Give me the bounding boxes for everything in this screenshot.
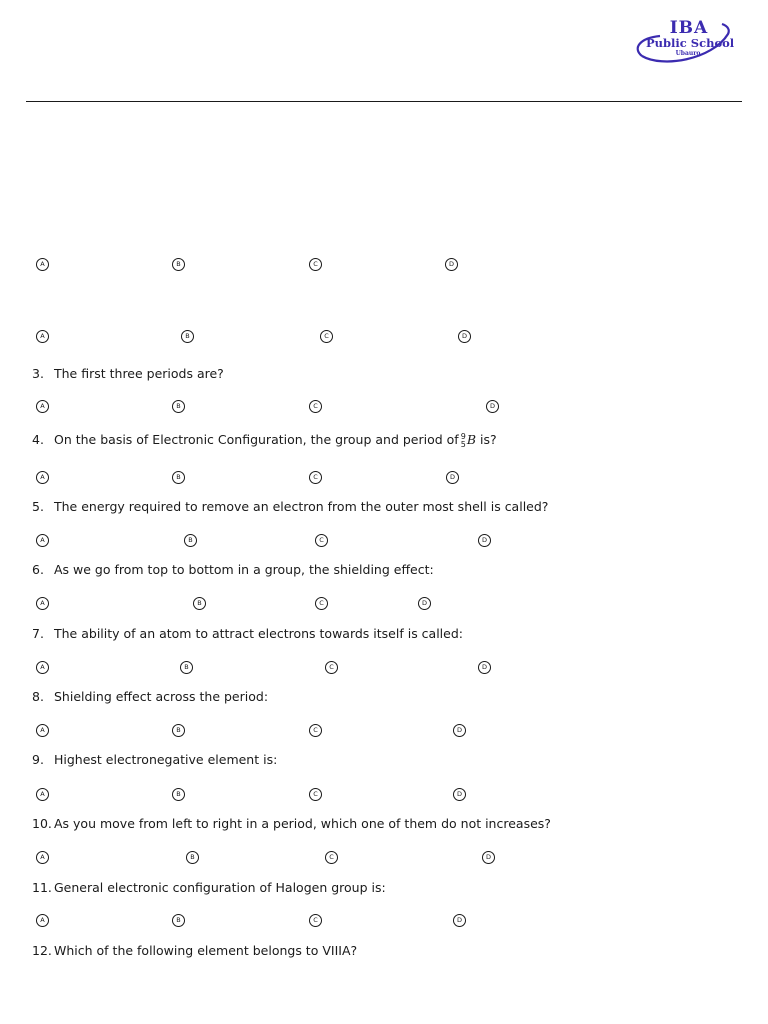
option-b-bubble[interactable]: B xyxy=(172,258,185,271)
question-text: The energy required to remove an electron from the outer most shell is called? xyxy=(54,499,549,514)
option-d-bubble[interactable]: D xyxy=(478,661,491,674)
option-b-bubble[interactable]: B xyxy=(180,661,193,674)
option-c-bubble[interactable]: C xyxy=(325,661,338,674)
option-a-bubble[interactable]: A xyxy=(36,471,49,484)
option-c-bubble[interactable]: C xyxy=(309,258,322,271)
option-d-bubble[interactable]: D xyxy=(453,914,466,927)
question-number: 9. xyxy=(32,752,44,767)
question-text: General electronic configuration of Halogen group is: xyxy=(54,880,386,895)
option-a-bubble[interactable]: A xyxy=(36,597,49,610)
option-a-bubble[interactable]: A xyxy=(36,851,49,864)
element-symbol: B xyxy=(466,432,476,447)
option-b-bubble[interactable]: B xyxy=(172,400,185,413)
question-text: The first three periods are? xyxy=(54,366,224,381)
option-b-bubble[interactable]: B xyxy=(193,597,206,610)
question-7 xyxy=(32,626,463,642)
question-12 xyxy=(32,943,357,959)
option-a-bubble[interactable]: A xyxy=(36,914,49,927)
option-b-bubble[interactable]: B xyxy=(172,914,185,927)
question-text: Shielding effect across the period: xyxy=(54,689,269,704)
option-c-bubble[interactable]: C xyxy=(325,851,338,864)
option-a-bubble[interactable]: A xyxy=(36,258,49,271)
logo-city-text: Ubauro xyxy=(675,50,701,57)
question-4 xyxy=(32,432,497,449)
school-logo xyxy=(632,14,748,70)
question-text: Highest electronegative element is: xyxy=(54,752,278,767)
atomic-number: 5 xyxy=(460,439,466,449)
option-b-bubble[interactable]: B xyxy=(186,851,199,864)
question-8 xyxy=(32,689,268,705)
question-text: Which of the following element belongs to VIIIA? xyxy=(54,943,358,958)
question-5 xyxy=(32,499,548,515)
question-9 xyxy=(32,752,277,768)
option-a-bubble[interactable]: A xyxy=(36,400,49,413)
option-d-bubble[interactable]: D xyxy=(453,724,466,737)
option-d-bubble[interactable]: D xyxy=(458,330,471,343)
question-number: 12. xyxy=(32,943,52,958)
option-d-bubble[interactable]: D xyxy=(418,597,431,610)
option-a-bubble[interactable]: A xyxy=(36,788,49,801)
option-d-bubble[interactable]: D xyxy=(453,788,466,801)
question-text: The ability of an atom to attract electrons towards itself is called: xyxy=(54,626,463,641)
question-text-end: is? xyxy=(476,432,497,447)
option-c-bubble[interactable]: C xyxy=(309,914,322,927)
option-b-bubble[interactable]: B xyxy=(181,330,194,343)
question-number: 8. xyxy=(32,689,44,704)
option-c-bubble[interactable]: C xyxy=(309,788,322,801)
option-b-bubble[interactable]: B xyxy=(172,724,185,737)
option-c-bubble[interactable]: C xyxy=(315,534,328,547)
question-3 xyxy=(32,366,224,382)
question-number: 7. xyxy=(32,626,44,641)
question-number: 5. xyxy=(32,499,44,514)
option-b-bubble[interactable]: B xyxy=(184,534,197,547)
question-text: On the basis of Electronic Configuration, the group and period of xyxy=(54,432,459,447)
logo-iba-text: IBA xyxy=(669,18,709,38)
question-10 xyxy=(32,816,551,832)
option-b-bubble[interactable]: B xyxy=(172,788,185,801)
mass-number: 9 xyxy=(460,431,466,441)
question-number: 4. xyxy=(32,432,44,447)
option-a-bubble[interactable]: A xyxy=(36,534,49,547)
option-b-bubble[interactable]: B xyxy=(172,471,185,484)
logo-school-text: Public School xyxy=(646,36,735,50)
option-c-bubble[interactable]: C xyxy=(315,597,328,610)
option-c-bubble[interactable]: C xyxy=(309,724,322,737)
option-a-bubble[interactable]: A xyxy=(36,330,49,343)
option-d-bubble[interactable]: D xyxy=(445,258,458,271)
option-d-bubble[interactable]: D xyxy=(478,534,491,547)
option-a-bubble[interactable]: A xyxy=(36,661,49,674)
header-rule xyxy=(26,101,742,102)
question-number: 3. xyxy=(32,366,44,381)
option-d-bubble[interactable]: D xyxy=(482,851,495,864)
question-11 xyxy=(32,880,386,896)
option-d-bubble[interactable]: D xyxy=(486,400,499,413)
option-a-bubble[interactable]: A xyxy=(36,724,49,737)
question-number: 10. xyxy=(32,816,52,831)
question-number: 11. xyxy=(32,880,52,895)
option-d-bubble[interactable]: D xyxy=(446,471,459,484)
isotope-fraction xyxy=(461,433,466,449)
question-text: As you move from left to right in a period, which one of them do not increases? xyxy=(54,816,551,831)
question-6 xyxy=(32,562,434,578)
option-c-bubble[interactable]: C xyxy=(309,400,322,413)
option-c-bubble[interactable]: C xyxy=(320,330,333,343)
option-c-bubble[interactable]: C xyxy=(309,471,322,484)
question-text: As we go from top to bottom in a group, the shielding effect: xyxy=(54,562,434,577)
question-number: 6. xyxy=(32,562,44,577)
